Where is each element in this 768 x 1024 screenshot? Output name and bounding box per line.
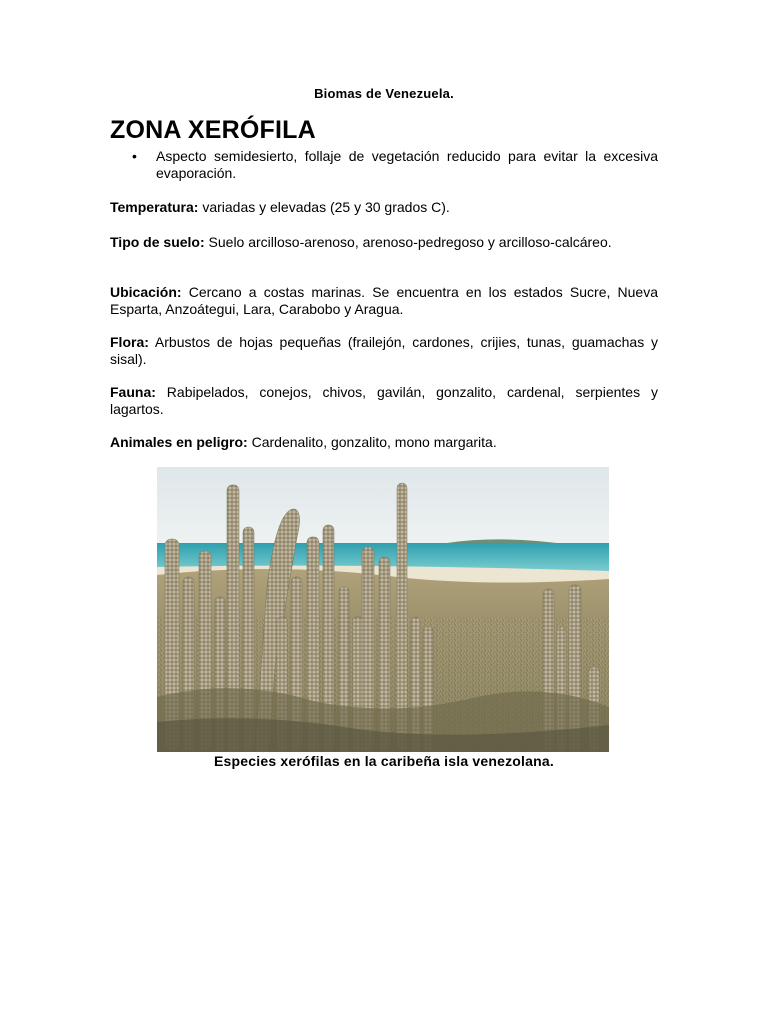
bullet-icon: • [132,148,137,164]
temperature-paragraph [110,199,658,216]
location-label: Ubicación: [110,284,182,300]
list-item [110,148,658,182]
temperature-text: variadas y elevadas (25 y 30 grados C). [198,199,450,215]
temperature-label: Temperatura: [110,199,199,215]
endangered-text: Cardenalito, gonzalito, mono margarita. [247,434,497,450]
fauna-paragraph [110,384,658,418]
document-title: Biomas de Venezuela. [314,86,454,101]
image-caption: Especies xerófilas en la caribeña isla venezolana. [214,753,554,769]
bullet-text: Aspecto semidesierto, follaje de vegetación reducido para evitar la excesiva evaporación. [156,148,658,181]
soil-text: Suelo arcilloso-arenoso, arenoso-pedregoso y arcilloso-calcáreo. [204,234,612,250]
flora-label: Flora: [110,334,149,350]
endangered-label: Animales en peligro: [110,434,248,450]
soil-label: Tipo de suelo: [110,234,205,250]
fauna-label: Fauna: [110,384,156,400]
endangered-paragraph [110,434,658,451]
location-text: Cercano a costas marinas. Se encuentra en los estados Sucre, Nueva Esparta, Anzoátegui, Lara, Carabobo y Aragua. [110,284,658,317]
soil-paragraph [110,234,658,251]
fauna-text: Rabipelados, conejos, chivos, gavilán, gonzalito, cardenal, serpientes y lagartos. [110,384,658,417]
xerophytic-cactus-photo [157,467,609,752]
flora-text: Arbustos de hojas pequeñas (frailejón, cardones, crijies, tunas, guamachas y sisal). [110,334,658,367]
section-heading: ZONA XERÓFILA [110,116,316,144]
flora-paragraph [110,334,658,368]
location-paragraph [110,284,658,318]
bullet-list [110,148,658,182]
